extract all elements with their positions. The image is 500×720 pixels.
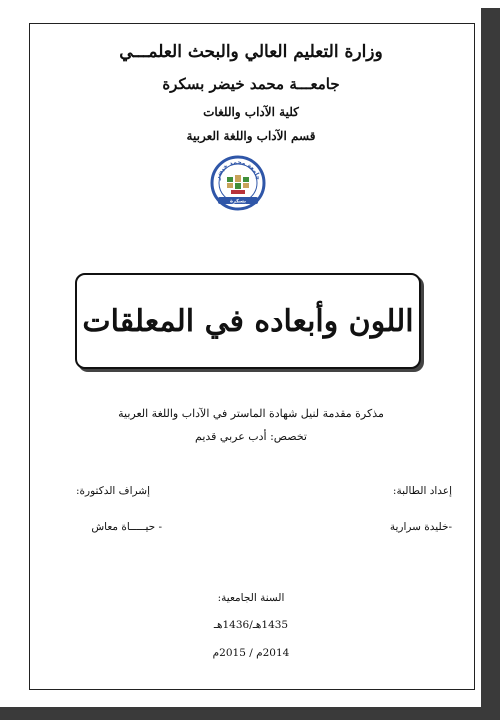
specialty-line: تخصص: أدب عربي قديم xyxy=(195,430,307,443)
thesis-title: اللون وأبعاده في المعلقات xyxy=(82,303,414,339)
department-line: قسم الآداب واللغة العربية xyxy=(186,129,316,143)
svg-text:جامعة محمد خيضر: جامعة محمد خيضر xyxy=(214,158,262,181)
student-name: -خليدة سرارية xyxy=(389,521,452,533)
academic-year-label: السنة الجامعية: xyxy=(217,592,285,604)
supervisor-label: إشراف الدكتورة: xyxy=(76,485,150,497)
memo-description: مذكرة مقدمة لنيل شهادة الماستر في الآداب واللغة العربية xyxy=(118,407,384,420)
viewer-background-bottom xyxy=(0,707,500,720)
title-box xyxy=(75,273,421,369)
faculty-line: كلية الآداب واللغات xyxy=(203,105,299,119)
university-line: جامعـــة محمد خيضر بسكرة xyxy=(162,75,340,93)
svg-text:بسكرة: بسكرة xyxy=(230,198,246,205)
university-logo xyxy=(210,155,266,211)
academic-year-gregorian: 2014م / 2015م xyxy=(212,647,290,659)
ministry-line: وزارة التعليم العالي والبحث العلمـــي xyxy=(119,42,383,62)
supervisor-name: - حيـــــاة معاش xyxy=(91,521,162,533)
viewer-background-right xyxy=(481,8,500,720)
student-label: إعداد الطالبة: xyxy=(392,485,452,497)
academic-year-hijri: 1435هـ/1436هـ xyxy=(213,619,289,631)
university-seal-icon xyxy=(210,155,266,211)
